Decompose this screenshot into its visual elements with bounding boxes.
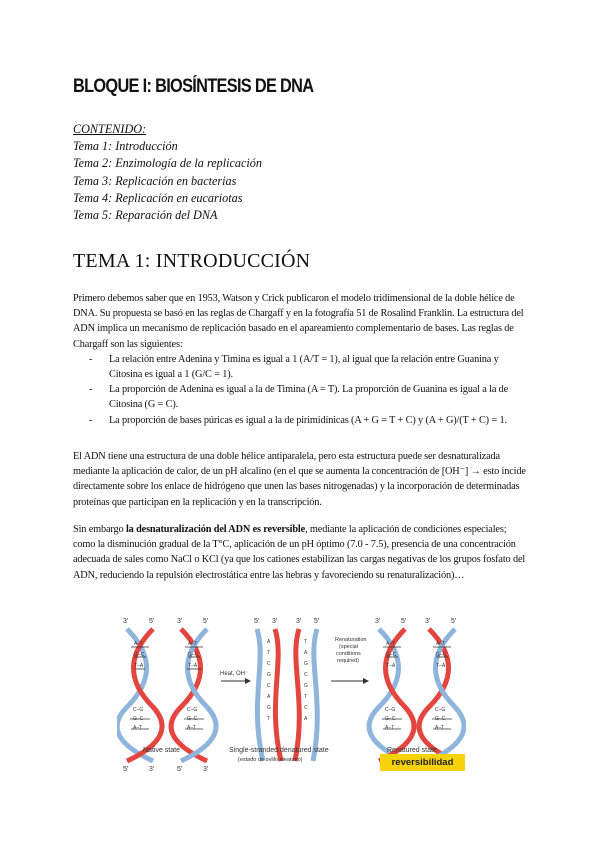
strand-end-label: 3' bbox=[203, 766, 209, 773]
paragraph-text: Primero debemos saber que en 1953, Watson y Crick publicaron el modelo tridimensional de la doble hélice de DNA. Su propuesta se basó en las reglas de Chargaff y en la fotografía 51 de Rosalind Franklin. La estructura del ADN implica un mecanismo de replicación basado en el apareamiento complementario de bases. Las reglas de Chargaff son las siguientes: bbox=[73, 293, 524, 350]
base-pair-label: T–A bbox=[386, 663, 396, 669]
native-helix-2 bbox=[171, 629, 216, 761]
single-base-label: T bbox=[267, 716, 271, 722]
denaturation-paragraph: El ADN tiene una estructura de una doble hélice antiparalela, pero esta estructura puede ser desnaturalizada mediante la aplicación de calor, de un pH alcalino (en el que se aumenta la concentración de [OH⁻] → esto incide directamente sobre los enlace de hidrógeno que unen las bases nitrogenadas) y la incorporación de determinadas proteínas que participan en la replicación y en la transcripción. bbox=[73, 451, 526, 508]
base-pair-label: G–C bbox=[188, 652, 199, 658]
caption-denatured-sub: (estado de ovillo aleatorio) bbox=[238, 757, 303, 763]
list-item: - La proporción de Adenina es igual a la de Timina (A = T). La proporción de Guanina es igual a la de Citosina (G = C). bbox=[73, 382, 529, 412]
caption-native: Native state bbox=[143, 747, 180, 754]
single-base-label: T bbox=[304, 694, 308, 700]
strand-end-label: 5' bbox=[123, 766, 129, 773]
single-base-label: A bbox=[304, 716, 308, 722]
base-pair-label: C–G bbox=[133, 707, 144, 713]
paragraph-lead: Sin embargo bbox=[73, 524, 126, 535]
contents-list bbox=[73, 121, 262, 224]
document-title: BLOQUE I: BIOSÍNTESIS DE DNA bbox=[73, 76, 314, 97]
arrow-label: (special bbox=[339, 644, 358, 650]
caption-renatured: Renatured state bbox=[387, 747, 437, 754]
contents-item: Tema 1: Introducción bbox=[73, 139, 178, 154]
list-item: - La proporción de bases púricas es igual a la de pirimidínicas (A + G = T + C) y (A + G)/(T + C) = 1. bbox=[73, 413, 529, 428]
strand-end-label: 3' bbox=[177, 618, 183, 625]
denature-arrow bbox=[221, 678, 251, 684]
strand-end-label: 3' bbox=[272, 618, 278, 625]
single-base-label: C bbox=[304, 672, 308, 678]
base-pair-label: G–C bbox=[386, 652, 397, 658]
base-pair-label: G–C bbox=[187, 716, 198, 722]
strand-end-label: 3' bbox=[149, 766, 155, 773]
strand-end-label: 5' bbox=[401, 618, 407, 625]
contents-heading: CONTENIDO: bbox=[73, 122, 147, 136]
arrow-label: conditions bbox=[336, 651, 361, 657]
contents-item: Tema 3: Replicación en bacterias bbox=[73, 173, 237, 188]
contents-item: Tema 4: Replicación en eucariotas bbox=[73, 190, 243, 205]
base-pair-label: A–T bbox=[187, 725, 197, 731]
renatured-helix-1 bbox=[369, 629, 414, 761]
reversible-emphasis: la desnaturalización del ADN es reversible bbox=[125, 524, 306, 535]
reversibility-badge: reversibilidad bbox=[380, 754, 465, 771]
dna-denaturation-figure bbox=[117, 611, 466, 777]
single-base-label: T bbox=[267, 650, 271, 656]
base-pair-label: G–C bbox=[134, 652, 145, 658]
section-title: TEMA 1: INTRODUCCIÓN bbox=[73, 250, 311, 272]
strand-end-label: 5' bbox=[254, 618, 260, 625]
strand-end-label: 5' bbox=[149, 618, 155, 625]
chargaff-rules-list bbox=[73, 352, 529, 428]
single-base-label: A bbox=[304, 650, 308, 656]
contents-item: Tema 2: Enzimología de la replicación bbox=[73, 156, 262, 171]
base-pair-label: C–G bbox=[385, 707, 396, 713]
dna-figure-svg bbox=[117, 611, 466, 777]
base-pair-label: T–A bbox=[436, 663, 446, 669]
single-base-label: G bbox=[304, 661, 308, 667]
single-base-label: G bbox=[304, 683, 308, 689]
base-pair-label: C–G bbox=[435, 707, 446, 713]
renatured-helix-2 bbox=[419, 629, 464, 761]
single-base-label: A bbox=[267, 694, 271, 700]
single-base-label: G bbox=[267, 672, 271, 678]
contents-item: Tema 5: Reparación del DNA bbox=[73, 208, 218, 223]
base-pair-label: A–T bbox=[188, 641, 198, 647]
arrow-label: Renaturation bbox=[335, 637, 367, 643]
base-pair-label: G–C bbox=[435, 716, 446, 722]
base-pair-label: A–T bbox=[134, 641, 144, 647]
single-base-label: C bbox=[267, 683, 271, 689]
arrow-label: Heat, OH⁻ bbox=[220, 671, 249, 677]
base-pair-label: T–A bbox=[188, 663, 198, 669]
base-pair-label: A–T bbox=[436, 641, 446, 647]
strand-end-label: 5' bbox=[314, 618, 320, 625]
base-pair-label: T–A bbox=[134, 663, 144, 669]
paragraph-rest: , mediante la aplicación de condiciones especiales; como la disminución gradual de la T°C, aplicación de un pH óptimo (7.0 - 7.5), presencia de una concentración adecuada de sales como NaCl o KCl (ya que los cationes estabilizan las cargas negativas de los grupos fosfato del ADN, reduciendo la repulsión electrostática entre las hebras y favoreciendo su renaturalización)… bbox=[73, 524, 526, 581]
strand-end-label: 5' bbox=[451, 618, 457, 625]
base-pair-label: A–T bbox=[385, 725, 395, 731]
intro-paragraph bbox=[73, 291, 529, 428]
single-base-label: C bbox=[304, 705, 308, 711]
caption-denatured: Single-stranded denatured state bbox=[229, 747, 329, 754]
base-pair-label: C–G bbox=[187, 707, 198, 713]
native-helix-1 bbox=[117, 629, 162, 761]
base-pair-label: A–T bbox=[386, 641, 396, 647]
base-pair-label: A–T bbox=[435, 725, 445, 731]
single-base-label: T bbox=[304, 639, 308, 645]
single-base-label: G bbox=[267, 705, 271, 711]
strand-end-label: 3' bbox=[123, 618, 129, 625]
arrow-label: required) bbox=[337, 658, 360, 664]
base-pair-label: A–T bbox=[133, 725, 143, 731]
single-base-label: C bbox=[267, 661, 271, 667]
strand-end-label: 3' bbox=[375, 618, 381, 625]
reversibility-paragraph bbox=[73, 522, 529, 583]
strand-end-label: 5' bbox=[177, 766, 183, 773]
list-item: - La relación entre Adenina y Timina es igual a 1 (A/T = 1), al igual que la relación entre Guanina y Citosina es igual a 1 (G/C = 1). bbox=[73, 352, 529, 382]
renature-arrow bbox=[331, 678, 369, 684]
single-base-label: A bbox=[267, 639, 271, 645]
strand-end-label: 5' bbox=[203, 618, 209, 625]
base-pair-label: G–C bbox=[133, 716, 144, 722]
strand-end-label: 3' bbox=[296, 618, 302, 625]
strand-end-label: 3' bbox=[425, 618, 431, 625]
base-pair-label: G–C bbox=[385, 716, 396, 722]
base-pair-label: G–C bbox=[436, 652, 447, 658]
